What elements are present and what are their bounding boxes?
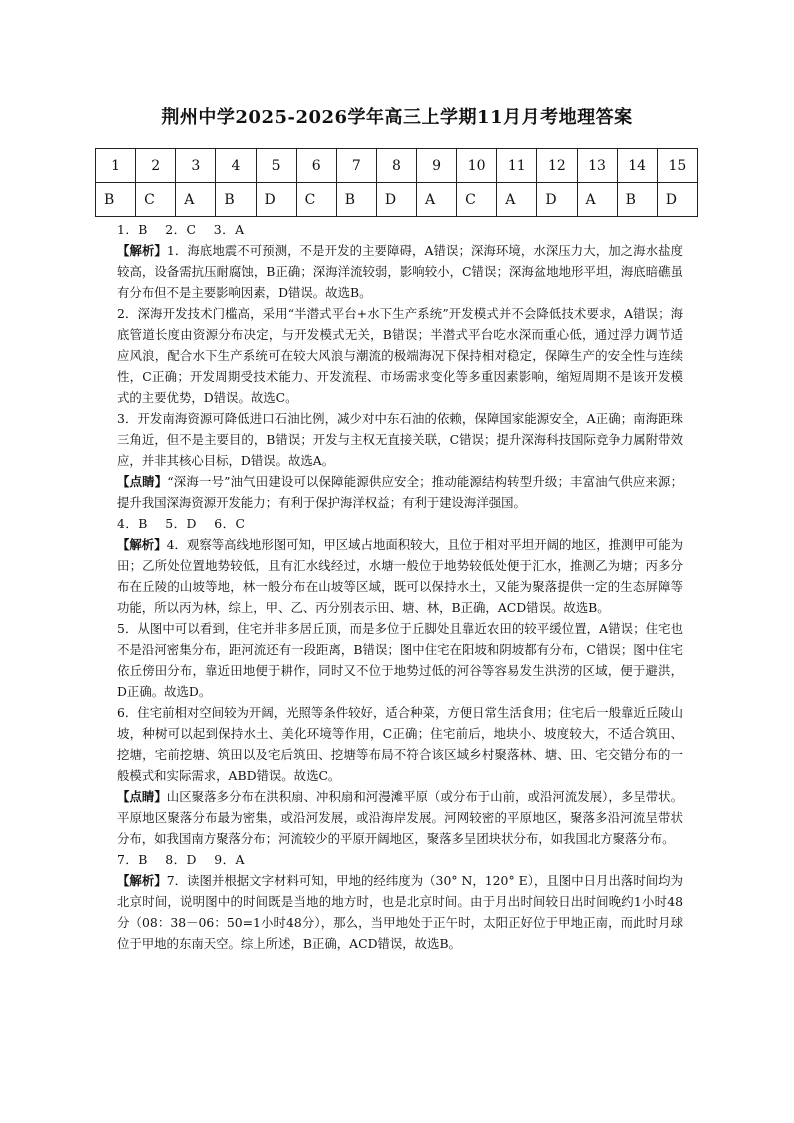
explanation-paragraph: 6．住宅前相对空间较为开阔，光照等条件较好，适合种菜，方便日常生活食用；住宅后一般靠近丘陵山坡，种树可以起到保持水土、美化环境等作用，C正确；住宅前后，地块小、坡度较大，不适合筑田、挖塘，宅前挖塘、筑田以及宅后筑田、挖塘等布局不符合该区域乡村聚落林、塘、田、宅交错分布的一般模式和实际需求，ABD错误。故选C。: [117, 705, 683, 783]
answer-cell: B: [216, 183, 256, 217]
question-number-cell: 5: [256, 149, 296, 183]
question-number-cell: 14: [617, 149, 657, 183]
paragraph-text: “深海一号”油气田建设可以保障能源供应安全；推动能源结构转型升级；丰富油气供应来源；提升我国深海资源开发能力；有利于保护海洋权益；有利于建设海洋强国。: [117, 474, 684, 510]
explanation-paragraph: 2．深海开发技术门槛高，采用“半潜式平台+水下生产系统”开发模式并不会降低技术要求，A错误；海底管道长度由资源分布决定，与开发模式无关，B错误；半潜式平台吃水深而重心低，通过浮力调节适应风浪，配合水下生产系统可在较大风浪与潮流的极端海况下保持相对稳定，保障生产的安全性与连续性，C正确；开发周期受技术能力、开发流程、市场需求变化等多重因素影响，缩短周期不是该开发模式的主要优势，D错误。故选C。: [117, 306, 683, 405]
analysis-paragraph: [117, 870, 683, 954]
answer-cell: C: [457, 183, 497, 217]
analysis-paragraph: [117, 534, 683, 618]
answer-cell: A: [497, 183, 537, 217]
answer-cell: D: [657, 183, 697, 217]
answer-cell: B: [336, 183, 376, 217]
explanation-paragraph: 3．开发南海资源可降低进口石油比例，减少对中东石油的依赖，保障国家能源安全，A正确；南海距珠三角近，但不是主要目的，B错误；开发与主权无直接关联，C错误；提升深海科技国际竞争力属附带效应，并非其核心目标，D错误。故选A。: [117, 411, 683, 468]
answer-cell: A: [577, 183, 617, 217]
section-tag: 【点睛】: [117, 474, 168, 489]
answer-group-line: 7．B 8．D 9．A: [117, 852, 245, 867]
question-number-cell: 6: [296, 149, 336, 183]
answer-table-number-row: [96, 149, 698, 183]
analysis-paragraph: [117, 786, 683, 849]
paragraph-text: 1．海底地震不可预测，不是开发的主要障碍，A错误；深海环境，水深压力大，加之海水盐度较高，设备需抗压耐腐蚀，B正确；深海洋流较弱，影响较小，C错误；深海盆地地形平坦，海底暗礁虽有分布但不是主要影响因素，D错误。故选B。: [117, 243, 683, 300]
answer-group-line: 1．B 2．C 3．A: [117, 222, 245, 237]
explanation-paragraph: 5．从图中可以看到，住宅并非多居丘顶，而是多位于丘脚处且靠近农田的较平缓位置，A错误；住宅也不是沿河密集分布，距河流还有一段距离，B错误；图中住宅在阳坡和阴坡都有分布，C错误；图中住宅依丘傍田分布，靠近田地便于耕作，同时又不位于地势过低的河谷等容易发生洪涝的区域，便于避洪，D正确。故选D。: [117, 621, 683, 699]
analysis-paragraph: [117, 471, 683, 513]
explanation-body: [117, 219, 683, 954]
paragraph-text: 山区聚落多分布在洪积扇、冲积扇和河漫滩平原（或分布于山前，或沿河流发展），多呈带状。平原地区聚落分布最为密集，或沿河发展，或沿海岸发展。河网较密的平原地区，聚落多沿河流呈带状分布，如我国南方聚落分布；河流较少的平原开阔地区，聚落多呈团块状分布，如我国北方聚落分布。: [117, 789, 683, 846]
answer-cell: B: [96, 183, 136, 217]
answer-cell: A: [417, 183, 457, 217]
answer-cell: C: [296, 183, 336, 217]
question-number-cell: 8: [376, 149, 416, 183]
question-number-cell: 4: [216, 149, 256, 183]
answer-group-line: 4．B 5．D 6．C: [117, 516, 246, 531]
question-number-cell: 15: [657, 149, 697, 183]
analysis-paragraph: [117, 240, 683, 303]
section-tag: 【解析】: [117, 537, 167, 552]
paragraph-text: 4．观察等高线地形图可知，甲区域占地面积较大，且位于相对平坦开阔的地区，推测甲可能为田；乙所处位置地势较低，且有汇水线经过，水塘一般位于地势较低处便于汇水，推测乙为塘；丙多分布在丘陵的山坡等地，林一般分布在山坡等区域，既可以保持水土，又能为聚落提供一定的生态屏障等功能，所以丙为林，综上，甲、乙、丙分别表示田、塘、林，B正确，ACD错误。故选B。: [117, 537, 684, 615]
question-number-cell: 2: [136, 149, 176, 183]
question-number-cell: 3: [176, 149, 216, 183]
answer-cell: C: [136, 183, 176, 217]
question-number-cell: 11: [497, 149, 537, 183]
page-title: 荆州中学2025-2026学年高三上学期11月月考地理答案: [161, 107, 633, 128]
answer-table-answer-row: [96, 183, 698, 217]
answer-cell: D: [537, 183, 577, 217]
section-tag: 【点睛】: [117, 789, 167, 804]
question-number-cell: 12: [537, 149, 577, 183]
answer-cell: B: [617, 183, 657, 217]
section-tag: 【解析】: [117, 243, 167, 258]
answer-cell: D: [376, 183, 416, 217]
question-number-cell: 9: [417, 149, 457, 183]
question-number-cell: 7: [336, 149, 376, 183]
question-number-cell: 1: [96, 149, 136, 183]
question-number-cell: 13: [577, 149, 617, 183]
answer-table: [95, 148, 698, 217]
paragraph-text: 7．读图并根据文字材料可知，甲地的经纬度为（30° N，120° E），且图中日月出落时间均为北京时间，说明图中的时间既是当地的地方时，也是北京时间。由于月出时间较日出时间晚约1小时48分（08：38－06：50=1小时48分），那么，当甲地处于正午时，太阳正好位于甲地正南，而此时月球位于甲地的东南天空。综上所述，B正确，ACD错误，故选B。: [117, 873, 683, 951]
answer-cell: D: [256, 183, 296, 217]
question-number-cell: 10: [457, 149, 497, 183]
section-tag: 【解析】: [117, 873, 167, 888]
answer-cell: A: [176, 183, 216, 217]
